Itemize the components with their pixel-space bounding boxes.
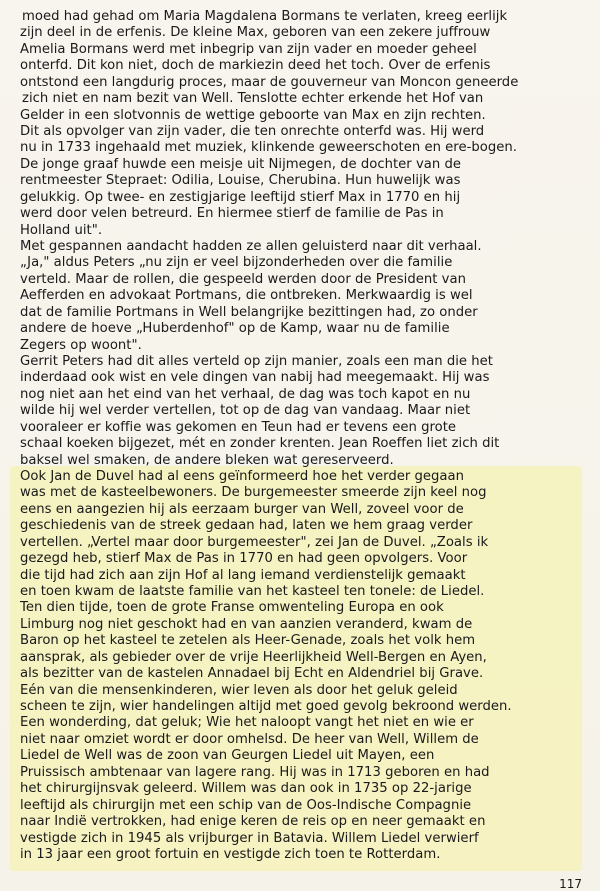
text-line: nog niet aan het eind van het verhaal, de dag was toch kapot en nu [20,386,471,402]
text-line: Baron op het kasteel te zetelen als Heer-Genade, zoals het volk hem [20,633,476,649]
text-line: gezegd heb, stierf Max de Pas in 1770 en had geen opvolgers. Voor [20,551,468,567]
text-line: schaal koeken bijgezet, mét en zonder krenten. Jean Roeffen liet zich dit [20,436,500,452]
text-line: Dit als opvolger van zijn vader, die ten onrechte onterfd was. Hij werd [20,124,485,139]
text-line: Ook Jan de Duvel had al eens geïnformeerd hoe het verder gegaan [20,469,464,485]
text-line: leeftijd als chirurgijn met een schip van de Oos-Indische Compagnie [20,797,472,813]
text-line: Holland uit". [20,222,103,238]
text-line: Gerrit Peters had dit alles verteld op zijn manier, zoals een man die het [20,354,493,370]
text-line: werd door velen betreurd. En hiermee stierf de familie de Pas in [20,206,444,222]
text-line: inderdaad ook wist en vele dingen van nabij had meegemaakt. Hij was [20,370,490,386]
text-line: geschiedenis van de streek gedaan had, laten we hem graag verder [20,518,473,534]
text-line: Pruissisch ambtenaar van lagere rang. Hij was in 1713 geboren en had [20,764,490,780]
text-line: als bezitter van de kastelen Annadael bij Echt en Aldendriel bij Grave. [20,666,484,682]
text-line: andere de hoeve „Huberdenhof" op de Kamp, waar nu de familie [20,321,450,337]
text-line: vestigde zich in 1945 als vrijburger in Batavia. Willem Liedel verwierf [20,830,479,846]
text-line: eens en aangezien hij als eerzaam burger van Well, zoveel voor de [20,501,464,517]
text-line: vertellen. „Vertel maar door burgemeester", zei Jan de Duvel. „Zoals ik [20,534,489,550]
text-line: was met de kasteelbewoners. De burgemeester smeerde zijn keel nog [20,485,487,501]
text-line: wilde hij wel verder vertellen, tot op de dag van vandaag. Maar niet [20,403,471,419]
text-line: Limburg nog niet geschokt had en van aanzien veranderd, kwam de [20,616,473,632]
text-line: aansprak, als gebieder over de vrije Heerlijkheid Well-Bergen en Ayen, [20,649,487,665]
text-line: Aefferden en advokaat Portmans, die ontbreken. Merkwaardig is wel [20,288,473,304]
text-line: Ten dien tijde, toen de grote Franse omwenteling Europa en ook [20,600,444,616]
text-line: „Ja," aldus Peters „nu zijn er veel bijzonderheden over die familie [20,255,453,271]
text-line: Met gespannen aandacht hadden ze allen geluisterd naar dit verhaal. [20,239,482,255]
text-line: naar Indië vertrokken, had enige keren de reis op en neer gemaakt en [20,814,486,830]
text-line: Gelder in een slotvonnis de wettige geboorte van Max en zijn rechten. [20,107,486,123]
text-line: verteld. Maar de rollen, die gespeeld werden door de President van [20,271,466,287]
text-line: en toen kwam de laatste familie van het kasteel ten tonele: de Liedel. [20,584,485,600]
page-number: 117 [559,877,582,891]
text-line: Een wonderding, dat geluk; Wie het naloopt vangt het niet en wie er [20,715,474,731]
text-line: het chirurgijnsvak geleerd. Willem was dan ook in 1735 op 22-jarige [20,781,472,797]
text-line: ontstond een langdurig proces, maar de gouverneur van Moncon geneerde [20,74,519,90]
text-line: die tijd had zich aan zijn Hof al lang iemand verdienstelijk gemaakt [20,567,466,583]
text-line: moed had gehad om Maria Magdalena Bormans te verlaten, kreeg eerlijk [22,9,508,24]
text-line: niet naar omziet wordt er door omhelsd. De heer van Well, Willem de [20,731,479,747]
text-line: Eén van die mensenkinderen, wier leven als door het geluk geleid [20,682,458,698]
text-line: Liedel de Well was de zoon van Geurgen Liedel uit Mayen, een [20,748,435,764]
text-line: zijn deel in de erfenis. De kleine Max, geboren van een zekere juffrouw [20,25,491,41]
text-line: rentmeester Stepraet: Odilia, Louise, Cherubina. Hun huwelijk was [20,173,461,189]
text-line: gelukkig. Op twee- en zestigjarige leeftijd stierf Max in 1770 en hij [20,189,461,205]
text-line: Amelia Bormans werd met inbegrip van zijn vader en moeder geheel [20,41,477,57]
text-line: onterfd. Dit kon niet, doch de markiezin deed het toch. Over de erfenis [20,58,491,74]
text-line: nu in 1733 ingehaald met muziek, klinkende geweerschoten en ere-bogen. [20,140,517,156]
text-line: baksel wel smaken, de andere bleken wat gereserveerd. [20,452,394,468]
text-line: in 13 jaar een groot fortuin en vestigde zich toen te Rotterdam. [20,846,441,862]
text-line: De jonge graaf huwde een meisje uit Nijmegen, de dochter van de [20,156,461,172]
text-line: dat de familie Portmans in Well belangrijke bezittingen had, zo onder [20,304,478,320]
text-line: scheen te zijn, wier handelingen altijd met goed gevolg bekroond werden. [20,699,512,715]
text-line: zich niet en nam bezit van Well. Tenslotte echter erkende het Hof van [22,91,484,107]
text-line: vooraleer er koffie was gekomen en Teun had er tevens een grote [20,419,457,435]
text-line: Zegers op woont". [20,337,142,353]
